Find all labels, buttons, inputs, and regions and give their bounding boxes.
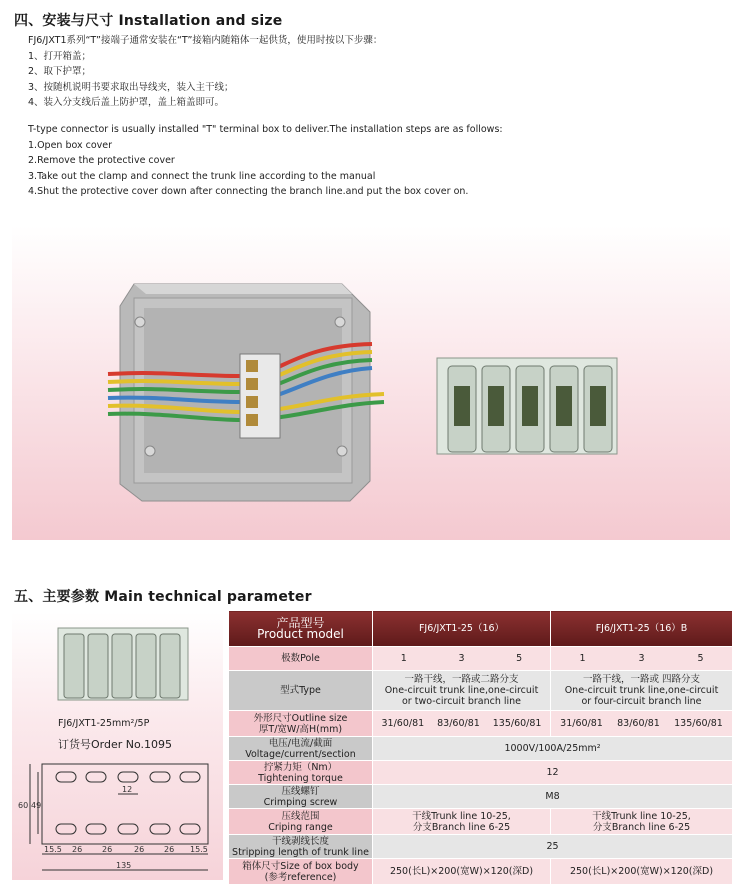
header-model-a: FJ6/JXT1-25（16） bbox=[373, 611, 551, 647]
cn-intro: FJ6/JXT1系列“T”接端子通常安装在“T”接箱内随箱体一起供货，使用时按以下步骤： bbox=[28, 35, 383, 46]
row-label: 外形尺寸Outline size 厚T/宽W/高H(mm) bbox=[229, 711, 373, 737]
cn-instructions bbox=[28, 33, 382, 111]
table-row bbox=[229, 859, 733, 885]
order-number: 订货号Order No.1095 bbox=[58, 738, 173, 751]
dim-60: 60 bbox=[18, 801, 29, 810]
en-instructions bbox=[28, 122, 503, 200]
cell-value: 1000V/100A/25mm² bbox=[373, 737, 733, 761]
dim-49: 49 bbox=[31, 801, 42, 810]
table-row bbox=[229, 647, 733, 671]
cell-value: 3 bbox=[638, 653, 645, 664]
cell-value: 一路干线，一路或二路分支 One-circuit trunk line,one-circuit or two-circuit branch line bbox=[373, 671, 551, 711]
cell-value: 3 bbox=[458, 653, 465, 664]
row-label: 压线螺钉 Crimping screw bbox=[229, 785, 373, 809]
cell-value: 1 bbox=[400, 653, 407, 664]
cn-step: 1、打开箱盖； bbox=[28, 50, 92, 62]
en-intro: T-type connector is usually installed "T" terminal box to deliver.The installation steps are as follows: bbox=[28, 124, 503, 135]
connector-block-photo bbox=[437, 358, 617, 454]
cell-value: 5 bbox=[516, 653, 523, 664]
en-step: 4.Shut the protective cover down after connecting the branch line.and put the box cover on. bbox=[28, 186, 469, 197]
row-label: 拧紧力矩（Nm） Tightening torque bbox=[229, 761, 373, 785]
row-label: 箱体尺寸Size of box body (参考reference) bbox=[229, 859, 373, 885]
cn-step: 3、按随机说明书要求取出导线夹，装入主干线； bbox=[28, 81, 234, 93]
table-row bbox=[229, 835, 733, 859]
cell-value: 1 bbox=[579, 653, 586, 664]
table-header-row bbox=[229, 611, 733, 647]
dim-26: 26 bbox=[72, 845, 83, 854]
dim-26: 26 bbox=[102, 845, 113, 854]
cn-step: 2、取下护罩； bbox=[28, 66, 92, 77]
table-row bbox=[229, 737, 733, 761]
cell-value: M8 bbox=[373, 785, 733, 809]
junction-box-photo bbox=[108, 284, 384, 501]
cell-value: 31/60/81 bbox=[381, 718, 425, 729]
section-5-title: 五、主要参数 Main technical parameter bbox=[14, 589, 312, 605]
dim-135: 135 bbox=[116, 861, 132, 870]
row-label: 干线剥线长度 Stripping length of trunk line bbox=[229, 835, 373, 859]
dim-15-5-right: 15.5 bbox=[190, 845, 208, 854]
cell-value: 135/60/81 bbox=[492, 718, 542, 729]
dimension-drawing bbox=[12, 750, 223, 880]
row-label: 电压/电流/截面 Voltage/current/section bbox=[229, 737, 373, 761]
cell-value: 干线Trunk line 10-25, 分支Branch line 6-25 bbox=[551, 809, 733, 835]
installation-photo bbox=[12, 226, 730, 540]
cell-value: 250(长L)×200(宽W)×120(深D) bbox=[373, 859, 551, 885]
cell-value: 83/60/81 bbox=[437, 718, 480, 729]
cn-step: 4、装入分支线后盖上防护罩，盖上箱盖即可。 bbox=[28, 97, 225, 108]
dim-26: 26 bbox=[164, 845, 175, 854]
dim-26: 26 bbox=[134, 845, 145, 854]
table-row bbox=[229, 761, 733, 785]
cell-value: 干线Trunk line 10-25, 分支Branch line 6-25 bbox=[373, 809, 551, 835]
table-row bbox=[229, 711, 733, 737]
cell-value: 5 bbox=[697, 653, 704, 664]
table-row bbox=[229, 785, 733, 809]
header-model-b: FJ6/JXT1-25（16）B bbox=[551, 611, 733, 647]
dim-15-5-left: 15.5 bbox=[44, 845, 62, 854]
row-label: 型式Type bbox=[229, 671, 373, 711]
row-label: 压线范围 Criping range bbox=[229, 809, 373, 835]
en-step: 3.Take out the clamp and connect the trunk line according to the manual bbox=[28, 170, 376, 182]
dim-12: 12 bbox=[122, 785, 133, 794]
cell-value: 250(长L)×200(宽W)×120(深D) bbox=[551, 859, 733, 885]
table-row bbox=[229, 809, 733, 835]
cell-value: 135/60/81 bbox=[674, 718, 723, 729]
row-label: 极数Pole bbox=[229, 647, 373, 671]
cell-value: 83/60/81 bbox=[617, 718, 660, 729]
cell-value: 31/60/81 bbox=[560, 718, 603, 729]
en-step: 1.Open box cover bbox=[28, 139, 113, 151]
product-info-band bbox=[12, 612, 223, 880]
product-photo-band bbox=[12, 226, 730, 540]
product-caption: FJ6/JXT1-25mm²/5P bbox=[58, 718, 150, 729]
spec-table bbox=[228, 610, 733, 885]
header-label: 产品型号 Product model bbox=[229, 611, 373, 647]
cell-value: 12 bbox=[373, 761, 733, 785]
cell-value: 一路干线，一路或 四路分支 One-circuit trunk line,one-circuit or four-circuit branch line bbox=[551, 671, 733, 711]
table-row bbox=[229, 671, 733, 711]
en-step: 2.Remove the protective cover bbox=[28, 155, 175, 166]
cell-value: 25 bbox=[373, 835, 733, 859]
section-4-title: 四、安装与尺寸 Installation and size bbox=[14, 13, 283, 29]
